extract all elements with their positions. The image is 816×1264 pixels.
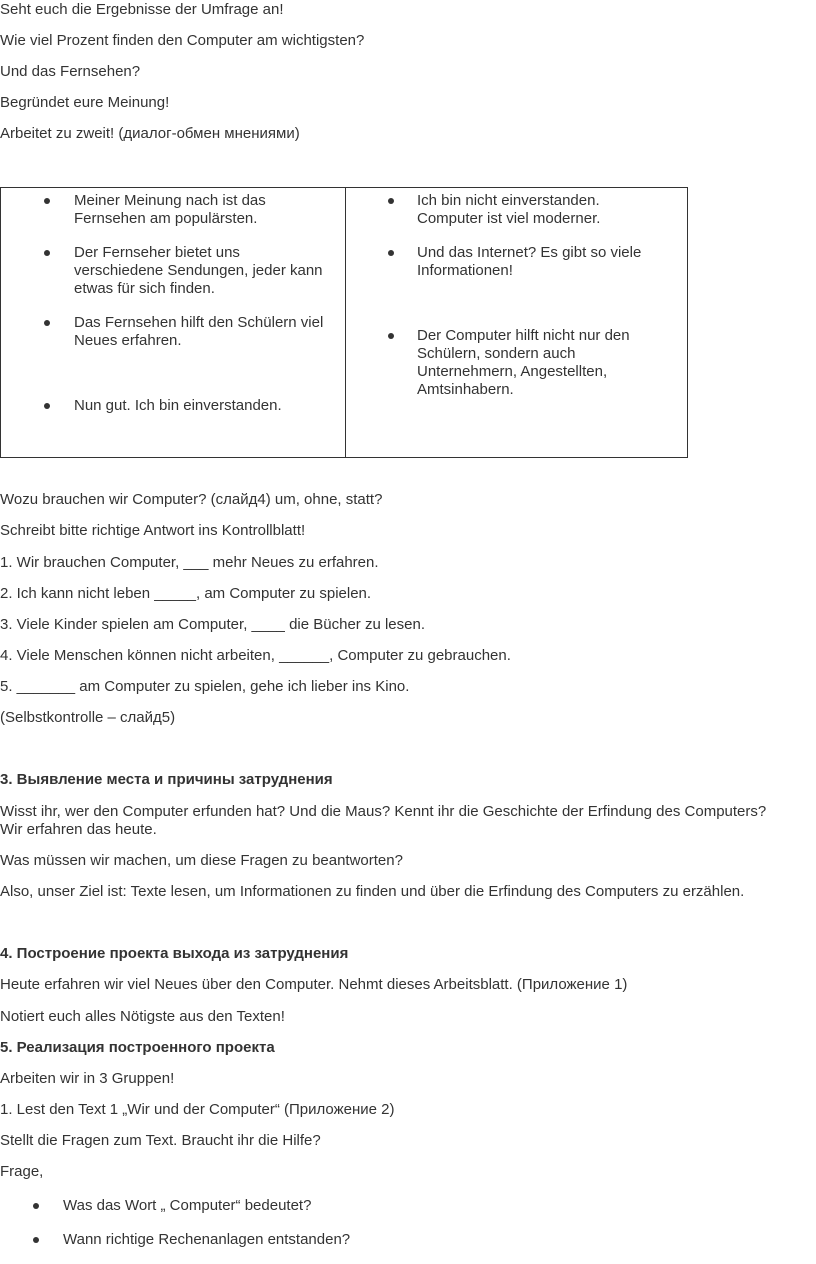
table-text-line: Fernsehen am populärsten.	[74, 210, 258, 227]
section-3-paragraph: Was müssen wir machen, um diese Fragen zu beantworten?	[0, 852, 403, 869]
table-text-line: Und das Internet? Es gibt so viele	[417, 244, 642, 261]
section-5-heading: 5. Реализация построенного проекта	[0, 1039, 275, 1056]
intro-line: Begründet eure Meinung!	[0, 94, 170, 111]
table-text-line: Das Fernsehen hilft den Schülern viel	[74, 314, 324, 331]
section-4-heading: 4. Построение проекта выхода из затруднения	[0, 945, 349, 962]
bullet-icon	[388, 198, 394, 204]
bullet-icon	[44, 198, 50, 204]
section-5-paragraph: Arbeiten wir in 3 Gruppen!	[0, 1070, 175, 1087]
exercise-instruction: Schreibt bitte richtige Antwort ins Kontrollblatt!	[0, 522, 306, 539]
section-4-paragraph: Heute erfahren wir viel Neues über den Computer. Nehmt dieses Arbeitsblatt. (Приложение 1)	[0, 976, 628, 993]
question-list-item: Was das Wort „ Computer“ bedeutet?	[63, 1197, 312, 1214]
section-3-paragraph: Wisst ihr, wer den Computer erfunden hat? Und die Maus? Kennt ihr die Geschichte der Erfindung des Computers?	[0, 803, 767, 820]
bullet-icon	[33, 1203, 39, 1209]
table-text-line: Unternehmern, Angestellten,	[417, 363, 608, 380]
exercise-item: 2. Ich kann nicht leben _____, am Computer zu spielen.	[0, 585, 372, 602]
exercise-note: (Selbstkontrolle – слайд5)	[0, 709, 176, 726]
table-text-line: etwas für sich finden.	[74, 280, 215, 297]
section-3-paragraph: Wir erfahren das heute.	[0, 821, 157, 838]
exercise-item: 1. Wir brauchen Computer, ___ mehr Neues zu erfahren.	[0, 554, 379, 571]
table-text-line: verschiedene Sendungen, jeder kann	[74, 262, 323, 279]
table-text-line: Nun gut. Ich bin einverstanden.	[74, 397, 282, 414]
dialogue-table	[0, 187, 688, 458]
bullet-icon	[33, 1237, 39, 1243]
bullet-icon	[388, 250, 394, 256]
table-text-line: Computer ist viel moderner.	[417, 210, 601, 227]
exercise-item: 3. Viele Kinder spielen am Computer, ____ die Bücher zu lesen.	[0, 616, 425, 633]
table-text-line: Informationen!	[417, 262, 513, 279]
table-column-right	[345, 188, 687, 457]
bullet-icon	[44, 250, 50, 256]
bullet-icon	[44, 403, 50, 409]
question-list-item: Wann richtige Rechenanlagen entstanden?	[63, 1231, 351, 1248]
table-text-line: Schülern, sondern auch	[417, 345, 576, 362]
table-text-line: Neues erfahren.	[74, 332, 182, 349]
section-3-heading: 3. Выявление места и причины затруднения	[0, 771, 333, 788]
exercise-item: 4. Viele Menschen können nicht arbeiten, ______, Computer zu gebrauchen.	[0, 647, 511, 664]
section-4-paragraph: Notiert euch alles Nötigste aus den Texten!	[0, 1008, 285, 1025]
bullet-icon	[44, 320, 50, 326]
intro-line: Arbeitet zu zweit! (диалог-обмен мнениями)	[0, 125, 300, 142]
section-5-paragraph: Stellt die Fragen zum Text. Braucht ihr die Hilfe?	[0, 1132, 321, 1149]
exercise-item: 5. _______ am Computer zu spielen, gehe ich lieber ins Kino.	[0, 678, 410, 695]
exercise-question: Wozu brauchen wir Computer? (слайд4) um, ohne, statt?	[0, 491, 383, 508]
section-5-paragraph: 1. Lest den Text 1 „Wir und der Computer“ (Приложение 2)	[0, 1101, 395, 1118]
bullet-icon	[388, 333, 394, 339]
intro-line: Und das Fernsehen?	[0, 63, 141, 80]
table-text-line: Der Fernseher bietet uns	[74, 244, 240, 261]
section-3-paragraph: Also, unser Ziel ist: Texte lesen, um Informationen zu finden und über die Erfindung des Computers zu erzählen.	[0, 883, 745, 900]
table-column-left	[1, 188, 346, 457]
table-text-line: Ich bin nicht einverstanden.	[417, 192, 600, 209]
table-text-line: Der Computer hilft nicht nur den	[417, 327, 630, 344]
intro-line: Wie viel Prozent finden den Computer am wichtigsten?	[0, 32, 365, 49]
table-text-line: Meiner Meinung nach ist das	[74, 192, 266, 209]
table-text-line: Amtsinhabern.	[417, 381, 514, 398]
section-5-paragraph: Frage,	[0, 1163, 44, 1180]
intro-line: Seht euch die Ergebnisse der Umfrage an!	[0, 1, 284, 18]
